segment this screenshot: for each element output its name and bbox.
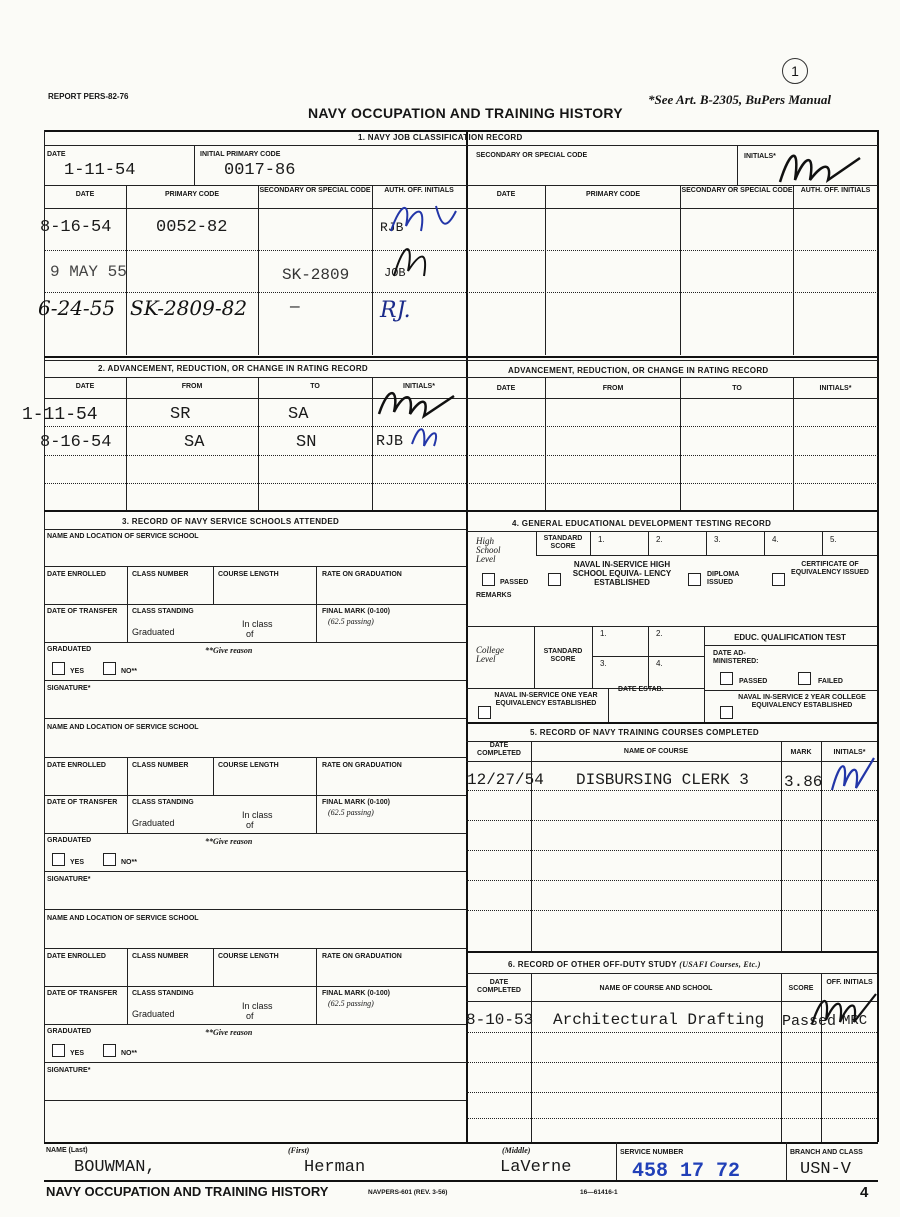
footer-last-label: NAME (Last): [46, 1147, 88, 1154]
s3-yes-label: YES: [70, 859, 85, 866]
s4-standard-score: STANDARD SCORE: [543, 535, 583, 550]
s3-no-label: NO**: [121, 1050, 137, 1057]
s3-graduated-label: GRADUATED: [47, 837, 92, 844]
s2-row1-from: SR: [170, 405, 191, 424]
s3-passing: (62.5 passing): [328, 808, 374, 817]
s3-yes-label: YES: [70, 1050, 85, 1057]
footer-service-number: 458 17 72: [632, 1160, 741, 1183]
s3-date-transfer-label: DATE OF TRANSFER: [47, 990, 118, 997]
s3-passing: (62.5 passing): [328, 999, 374, 1008]
s3-class-number-label: CLASS NUMBER: [132, 571, 189, 578]
s3-give-reason: **Give reason: [205, 646, 253, 655]
s3-graduated-label: GRADUATED: [47, 646, 92, 653]
s3-course-length-label: COURSE LENGTH: [218, 953, 279, 960]
signature-scribble: [770, 140, 880, 190]
s6-off-initials: OFF. INITIALS: [826, 979, 873, 986]
s1-col-primary: PRIMARY CODE: [164, 191, 220, 198]
s2-row1-date: 1-11-54: [22, 405, 98, 425]
footer-middle-name: LaVerne: [500, 1158, 572, 1177]
s3-signature-label: SIGNATURE*: [47, 1067, 91, 1074]
s3-graduated-word: Graduated: [132, 627, 175, 637]
s4-college-standard-score: STANDARD SCORE: [543, 648, 583, 663]
s3-class-number-label: CLASS NUMBER: [132, 953, 189, 960]
s3-give-reason: **Give reason: [205, 837, 253, 846]
s1-ipc-label: INITIAL PRIMARY CODE: [200, 151, 281, 158]
s2r-col-date: DATE: [496, 385, 516, 392]
s1-row3-date: 6-24-55: [38, 296, 116, 320]
s4-date-estab: DATE ESTAB.: [618, 686, 664, 693]
s3-date-enrolled-label: DATE ENROLLED: [47, 953, 106, 960]
s4-hs-level: High School Level: [476, 536, 501, 564]
s2-row1-to: SA: [288, 405, 309, 424]
s4-diploma-label: DIPLOMA ISSUED: [707, 571, 740, 586]
s4-one-year-label: NAVAL IN-SERVICE ONE YEAR EQUIVALENCY ESTABLISHED: [494, 692, 598, 707]
s3-in-class: In class: [242, 1001, 273, 1011]
s3-in-class: In class: [242, 810, 273, 820]
initials-scribble: [386, 196, 466, 286]
s3-passing: (62.5 passing): [328, 617, 374, 626]
s3-name-loc-label: NAME AND LOCATION OF SERVICE SCHOOL: [47, 915, 199, 922]
footer-first-name: Herman: [304, 1158, 366, 1177]
s2-row2-from: SA: [184, 433, 205, 452]
s4-naval-hs-checkbox[interactable]: [548, 573, 561, 586]
s4-score-5: 5.: [830, 535, 837, 544]
section-6-title-main: 6. RECORD OF OTHER OFF-DUTY STUDY: [508, 960, 677, 969]
s1-row2-initials: JOB: [384, 266, 406, 280]
s6-row1-initials: MRC: [842, 1013, 868, 1029]
s2-row2-to: SN: [296, 433, 317, 452]
s2r-col-initials: INITIALS*: [819, 385, 852, 392]
s1-row2-secondary: SK-2809: [282, 266, 350, 284]
section-5-title: 5. RECORD OF NAVY TRAINING COURSES COMPLETED: [530, 728, 759, 737]
footer-navpers: NAVPERS-601 (REV. 3-56): [368, 1189, 448, 1196]
s1-row3-secondary: —: [290, 298, 300, 316]
s3-final-mark-label: FINAL MARK (0-100): [322, 608, 390, 615]
s1-secondary-label: SECONDARY OR SPECIAL CODE: [476, 152, 588, 159]
s3-rate-grad-label: RATE ON GRADUATION: [322, 953, 402, 960]
s4-educ-qual-test: EDUC. QUALIFICATION TEST: [734, 633, 846, 642]
s1r-col-auth: AUTH. OFF. INITIALS: [800, 187, 871, 194]
section-3-title: 3. RECORD OF NAVY SERVICE SCHOOLS ATTENDED: [122, 517, 340, 526]
section-6-title-suffix: (USAFI Courses, Etc.): [679, 960, 761, 969]
see-art-note: *See Art. B-2305, BuPers Manual: [648, 92, 831, 107]
footer-first-label: (First): [288, 1146, 310, 1155]
s5-row1-course: DISBURSING CLERK 3: [576, 771, 749, 789]
s2r-col-to: TO: [732, 385, 742, 392]
corner-number: 1: [791, 63, 799, 79]
s3-give-reason: **Give reason: [205, 1028, 253, 1037]
section-6-title: [508, 960, 761, 969]
s6-name-course: NAME OF COURSE AND SCHOOL: [599, 985, 713, 992]
s5-row1-date: 12/27/54: [467, 771, 544, 789]
s4-eqt-failed-checkbox[interactable]: [798, 672, 811, 685]
s5-row1-mark: 3.86: [784, 773, 823, 791]
s4-eqt-passed-label: PASSED: [739, 678, 768, 685]
s4-remarks-label: REMARKS: [476, 592, 512, 599]
s6-score: SCORE: [788, 985, 814, 992]
s1-row1-initials: RJB: [380, 220, 404, 235]
s4-eqt-failed-label: FAILED: [818, 678, 843, 685]
s3-signature-label: SIGNATURE*: [47, 876, 91, 883]
footer-middle-label: (Middle): [502, 1146, 531, 1155]
s5-mark: MARK: [790, 749, 812, 756]
s3-in-class: In class: [242, 619, 273, 629]
s2-row2-date: 8-16-54: [40, 433, 112, 452]
footer-page-number: 4: [860, 1184, 869, 1201]
footer-print-code: 16—61416-1: [580, 1189, 618, 1196]
s3-graduated-label: GRADUATED: [47, 1028, 92, 1035]
s5-date-completed: DATE COMPLETED: [477, 742, 521, 757]
s4-score-2: 2.: [656, 535, 663, 544]
s3-no-checkbox[interactable]: [103, 662, 116, 675]
s4-score-3: 3.: [714, 535, 721, 544]
s3-no-checkbox[interactable]: [103, 1044, 116, 1057]
s1r-col-secondary: SECONDARY OR SPECIAL CODE: [681, 187, 793, 194]
s3-no-label: NO**: [121, 859, 137, 866]
s3-class-standing-label: CLASS STANDING: [132, 799, 194, 806]
footer-last-name: BOUWMAN,: [74, 1158, 156, 1177]
s1-date-label: DATE: [47, 151, 66, 158]
section-2-title-right: ADVANCEMENT, REDUCTION, OR CHANGE IN RATING RECORD: [508, 366, 769, 375]
footer-branch: USN-V: [800, 1160, 852, 1179]
s3-no-label: NO**: [121, 668, 137, 675]
s4-college-score-1: 1.: [600, 629, 607, 638]
s3-class-standing-label: CLASS STANDING: [132, 608, 194, 615]
s4-college-level: College Level: [476, 645, 504, 664]
s3-of: of: [246, 820, 254, 830]
s6-row1-date: 8-10-53: [466, 1011, 534, 1029]
s6-date-completed: DATE COMPLETED: [477, 979, 521, 994]
s3-final-mark-label: FINAL MARK (0-100): [322, 799, 390, 806]
s1r-col-date: DATE: [496, 191, 516, 198]
s1-initial-date: 1-11-54: [64, 161, 136, 180]
s4-naval-hs-label: NAVAL IN-SERVICE HIGH SCHOOL EQUIVA- LENCY ESTABLISHED: [572, 560, 672, 587]
s1-col-date: DATE: [75, 191, 95, 198]
s3-final-mark-label: FINAL MARK (0-100): [322, 990, 390, 997]
s4-certificate-label: CERTIFICATE OF EQUIVALENCY ISSUED: [791, 561, 869, 576]
s4-date-administered: DATE AD- MINISTERED:: [713, 650, 759, 665]
s2-col-date: DATE: [75, 383, 95, 390]
s3-signature-label: SIGNATURE*: [47, 685, 91, 692]
rating-initials-scribble: [374, 384, 464, 454]
form-title: NAVY OCCUPATION AND TRAINING HISTORY: [308, 105, 623, 121]
s3-date-transfer-label: DATE OF TRANSFER: [47, 608, 118, 615]
s1-col-auth: AUTH. OFF. INITIALS: [384, 187, 454, 194]
s3-of: of: [246, 1011, 254, 1021]
s4-college-score-2: 2.: [656, 629, 663, 638]
s1-row2-date: 9 MAY 55: [50, 263, 127, 281]
s1-col-secondary: SECONDARY OR SPECIAL CODE: [259, 187, 371, 194]
s3-yes-checkbox[interactable]: [52, 853, 65, 866]
s6-initials-scribble: [808, 988, 880, 1028]
footer-service-number-label: SERVICE NUMBER: [620, 1149, 684, 1156]
s2-row2-initials: RJB: [376, 433, 404, 450]
corner-circled-number: [782, 58, 808, 84]
s5-initials: INITIALS*: [833, 749, 866, 756]
footer-form-title: NAVY OCCUPATION AND TRAINING HISTORY: [46, 1184, 329, 1199]
s3-date-enrolled-label: DATE ENROLLED: [47, 571, 106, 578]
s3-graduated-word: Graduated: [132, 818, 175, 828]
s3-graduated-word: Graduated: [132, 1009, 175, 1019]
section-2-title: 2. ADVANCEMENT, REDUCTION, OR CHANGE IN RATING RECORD: [98, 364, 368, 373]
s4-score-4: 4.: [772, 535, 779, 544]
s2-col-initials: INITIALS*: [403, 383, 435, 390]
s3-name-loc-label: NAME AND LOCATION OF SERVICE SCHOOL: [47, 533, 199, 540]
s3-date-enrolled-label: DATE ENROLLED: [47, 762, 106, 769]
s6-row1-score: Passed: [782, 1013, 837, 1030]
s3-class-number-label: CLASS NUMBER: [132, 762, 189, 769]
s4-diploma-checkbox[interactable]: [688, 573, 701, 586]
s3-yes-checkbox[interactable]: [52, 662, 65, 675]
s3-class-standing-label: CLASS STANDING: [132, 990, 194, 997]
s4-one-year-checkbox[interactable]: [478, 706, 491, 719]
s1-initial-primary-code: 0017-86: [224, 161, 296, 180]
s4-passed-checkbox[interactable]: [482, 573, 495, 586]
report-number: REPORT PERS-82-76: [48, 92, 129, 101]
s2-col-to: TO: [310, 383, 320, 390]
s3-name-loc-label: NAME AND LOCATION OF SERVICE SCHOOL: [47, 724, 199, 731]
s3-yes-checkbox[interactable]: [52, 1044, 65, 1057]
s2r-col-from: FROM: [602, 385, 624, 392]
s4-two-year-label: NAVAL IN-SERVICE 2 YEAR COLLEGE EQUIVALENCY ESTABLISHED: [738, 694, 866, 709]
s3-rate-grad-label: RATE ON GRADUATION: [322, 762, 402, 769]
s1r-col-primary: PRIMARY CODE: [585, 191, 641, 198]
s3-no-checkbox[interactable]: [103, 853, 116, 866]
s3-course-length-label: COURSE LENGTH: [218, 571, 279, 578]
s6-row1-course: Architectural Drafting: [553, 1011, 765, 1029]
section-1-title: 1. NAVY JOB CLASSIFICATION RECORD: [358, 133, 523, 142]
s4-college-score-4: 4.: [656, 659, 663, 668]
s1-row3-primary: SK-2809-82: [130, 296, 248, 320]
s1-initials-label: INITIALS*: [744, 153, 776, 160]
s5-name-course: NAME OF COURSE: [623, 748, 689, 755]
s4-certificate-checkbox[interactable]: [772, 573, 785, 586]
s1-row1-date: 8-16-54: [40, 218, 112, 237]
s4-passed-label: PASSED: [500, 579, 529, 586]
s2-col-from: FROM: [181, 383, 203, 390]
s3-rate-grad-label: RATE ON GRADUATION: [322, 571, 402, 578]
s4-score-1: 1.: [598, 535, 605, 544]
s4-eqt-passed-checkbox[interactable]: [720, 672, 733, 685]
section-4-title: 4. GENERAL EDUCATIONAL DEVELOPMENT TESTING RECORD: [512, 519, 772, 528]
footer-branch-label: BRANCH AND CLASS: [790, 1149, 863, 1156]
s4-college-score-3: 3.: [600, 659, 607, 668]
s3-of: of: [246, 629, 254, 639]
s3-date-transfer-label: DATE OF TRANSFER: [47, 799, 118, 806]
s3-course-length-label: COURSE LENGTH: [218, 762, 279, 769]
s4-two-year-checkbox[interactable]: [720, 706, 733, 719]
s1-row1-primary: 0052-82: [156, 218, 228, 237]
s1-row3-initials: RJ.: [380, 298, 411, 323]
s3-yes-label: YES: [70, 668, 85, 675]
s5-initials-scribble: [826, 750, 880, 794]
